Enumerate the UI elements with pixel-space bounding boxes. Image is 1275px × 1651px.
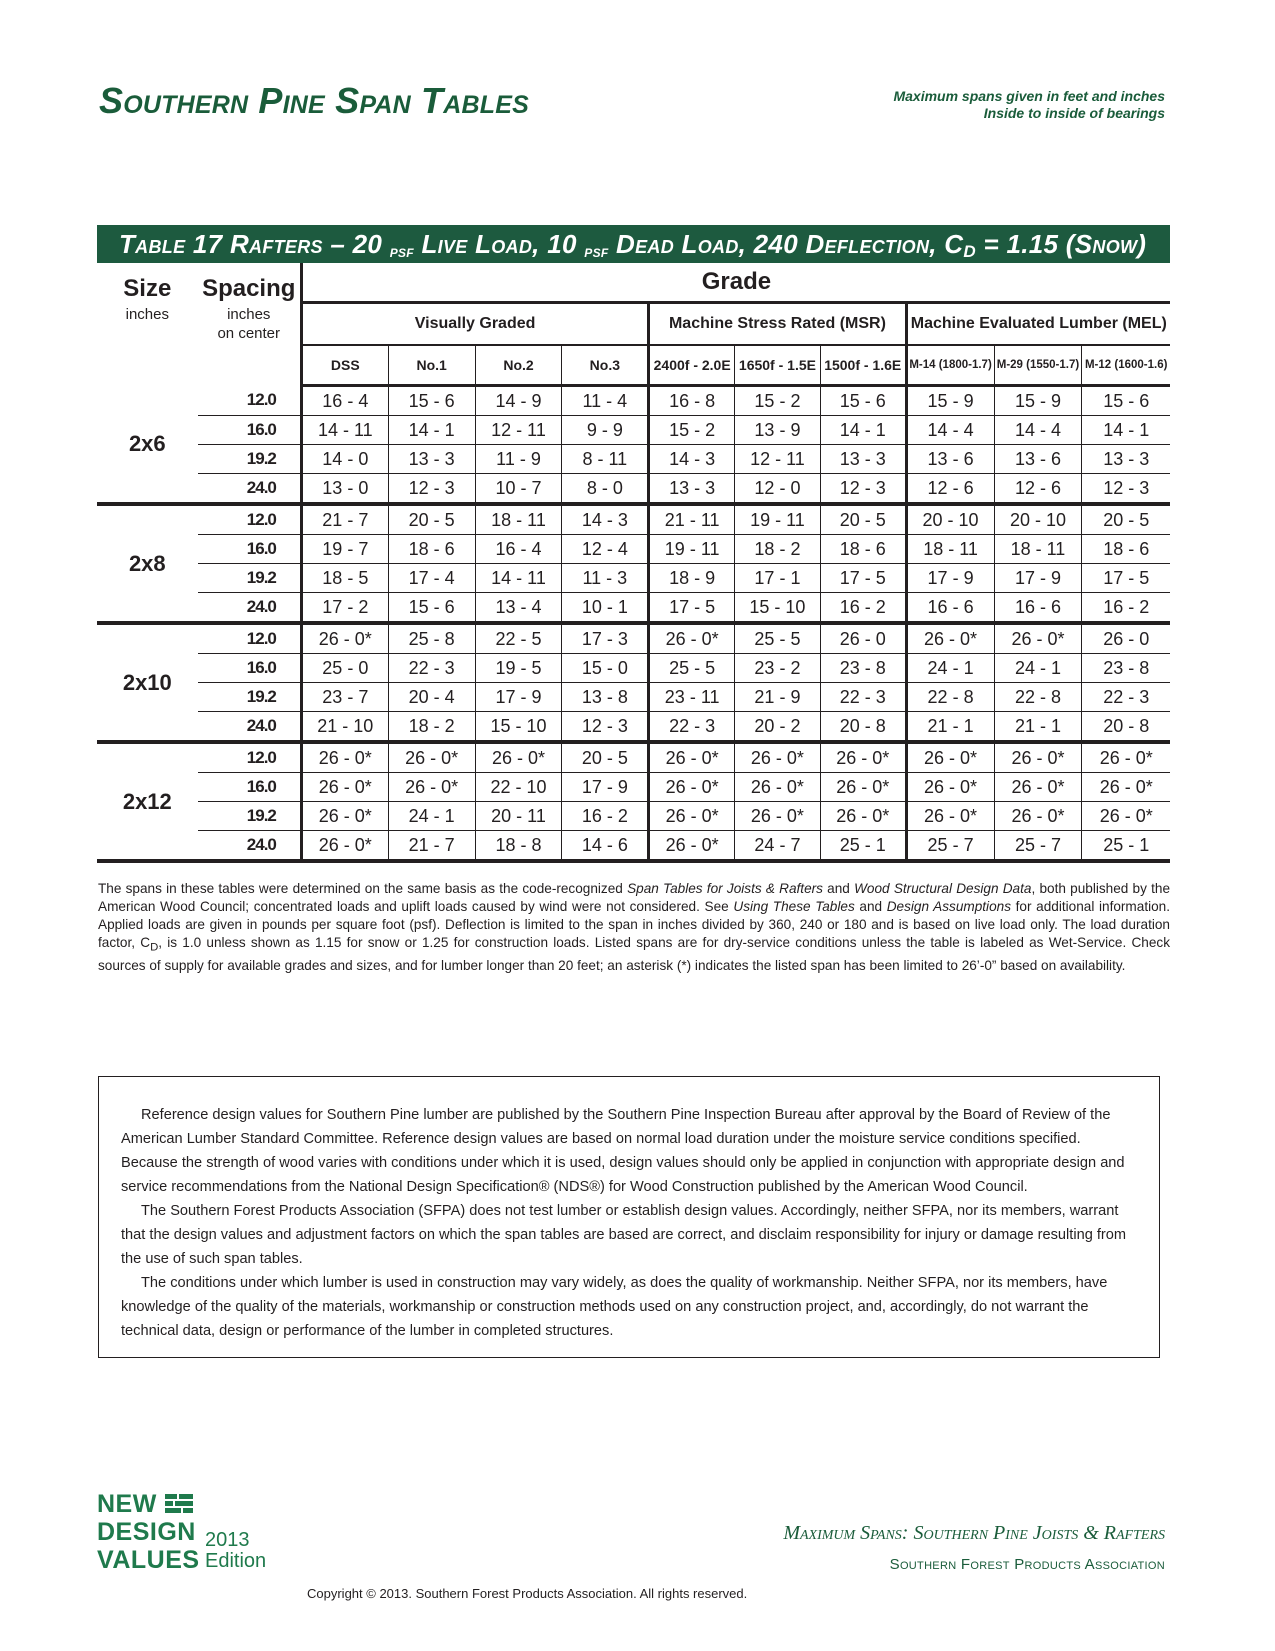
span-value: 18 - 6 (820, 535, 906, 564)
spacing-unit-line1: inches (227, 305, 271, 323)
span-value: 13 - 3 (820, 445, 906, 474)
span-value: 26 - 0* (994, 802, 1082, 831)
span-value: 17 - 9 (475, 683, 562, 712)
span-value: 10 - 1 (562, 593, 649, 624)
span-value: 17 - 9 (562, 773, 649, 802)
spacing-label: 19.2 (198, 802, 302, 831)
span-value: 14 - 11 (301, 416, 388, 445)
span-value: 26 - 0* (649, 802, 735, 831)
logo-year-number: 2013 (205, 1529, 250, 1551)
span-value: 26 - 0* (735, 773, 821, 802)
span-value: 26 - 0* (820, 773, 906, 802)
grade-col-m29: M-29 (1550-1.7) (994, 345, 1082, 386)
span-value: 13 - 8 (562, 683, 649, 712)
disclaimer-box (98, 1076, 1160, 1358)
table-row (97, 742, 1170, 773)
span-value: 25 - 5 (649, 654, 735, 683)
span-value: 10 - 7 (475, 474, 562, 505)
grade-col-no2: No.2 (475, 345, 562, 386)
spacing-label: 16.0 (198, 773, 302, 802)
spacing-label: 24.0 (198, 593, 302, 624)
span-value: 18 - 6 (1082, 535, 1170, 564)
span-value: 21 - 1 (994, 712, 1082, 743)
span-value: 12 - 4 (562, 535, 649, 564)
group-mel: Machine Evaluated Lumber (MEL) (906, 303, 1170, 346)
table-row (97, 683, 1170, 712)
span-value: 26 - 0* (301, 742, 388, 773)
span-value: 22 - 3 (820, 683, 906, 712)
span-value: 20 - 10 (994, 504, 1082, 535)
span-value: 26 - 0* (301, 773, 388, 802)
table-row (97, 416, 1170, 445)
table-row (97, 386, 1170, 416)
grade-col-no1: No.1 (388, 345, 475, 386)
grade-header: Grade (301, 263, 1170, 303)
span-value: 18 - 8 (475, 831, 562, 862)
span-value: 25 - 0 (301, 654, 388, 683)
span-value: 26 - 0* (906, 742, 994, 773)
span-value: 18 - 2 (735, 535, 821, 564)
grade-col-2400f: 2400f - 2.0E (649, 345, 735, 386)
span-value: 12 - 6 (994, 474, 1082, 505)
logo-line-values: VALUES (97, 1546, 200, 1574)
notes-text-3: , both published by the American Wood Council; concentrated loads and uplift loads caused by wind were not considered. See (98, 881, 1171, 914)
span-value: 21 - 10 (301, 712, 388, 743)
span-value: 26 - 0 (1082, 623, 1170, 654)
size-label: 2x6 (97, 386, 198, 505)
span-value: 26 - 0* (388, 742, 475, 773)
span-value: 17 - 1 (735, 564, 821, 593)
disclaimer-para-1: Reference design values for Southern Pine lumber are published by the Southern Pine Inspection Bureau after approval by the Board of Review of the American Lumber Standard Committee. Reference design values are based on normal load duration under the moisture service conditions specified. Because the strength of wood varies with conditions under which it is used, design values should only be applied in conjunction with appropriate design and service recommendations from the National Design Specification® (NDS®) for Wood Construction published by the American Wood Council. (121, 1107, 1125, 1195)
table-row (97, 504, 1170, 535)
logo-line-design: DESIGN (97, 1518, 196, 1546)
span-value: 14 - 9 (475, 386, 562, 416)
span-value: 20 - 2 (735, 712, 821, 743)
table-title (97, 225, 1170, 263)
span-value: 8 - 11 (562, 445, 649, 474)
span-value: 26 - 0* (649, 742, 735, 773)
span-value: 15 - 9 (994, 386, 1082, 416)
span-value: 17 - 5 (1082, 564, 1170, 593)
span-value: 14 - 4 (994, 416, 1082, 445)
spacing-label: 24.0 (198, 831, 302, 862)
span-value: 11 - 3 (562, 564, 649, 593)
span-value: 24 - 1 (388, 802, 475, 831)
spacing-label: 16.0 (198, 654, 302, 683)
span-value: 22 - 3 (1082, 683, 1170, 712)
span-value: 12 - 3 (388, 474, 475, 505)
table-row (97, 535, 1170, 564)
size-label: 2x10 (97, 623, 198, 742)
span-value: 15 - 10 (735, 593, 821, 624)
span-value: 15 - 6 (388, 386, 475, 416)
table-row (97, 564, 1170, 593)
span-value: 12 - 6 (906, 474, 994, 505)
span-value: 11 - 9 (475, 445, 562, 474)
span-value: 13 - 9 (735, 416, 821, 445)
span-value: 26 - 0* (475, 742, 562, 773)
span-value: 16 - 2 (820, 593, 906, 624)
span-value: 23 - 7 (301, 683, 388, 712)
spacing-label: 19.2 (198, 683, 302, 712)
span-value: 16 - 8 (649, 386, 735, 416)
spacing-label: 12.0 (198, 386, 302, 416)
span-value: 20 - 5 (562, 742, 649, 773)
span-value: 21 - 9 (735, 683, 821, 712)
span-value: 16 - 4 (475, 535, 562, 564)
span-value: 18 - 11 (475, 504, 562, 535)
span-value: 26 - 0* (649, 831, 735, 862)
span-value: 12 - 3 (820, 474, 906, 505)
grade-col-1650f: 1650f - 1.5E (735, 345, 821, 386)
notes-italic-4: Design Assumptions (886, 899, 1011, 914)
span-value: 25 - 1 (820, 831, 906, 862)
notes-text-2: and (822, 881, 855, 896)
span-value: 12 - 3 (1082, 474, 1170, 505)
span-value: 26 - 0* (301, 831, 388, 862)
span-value: 13 - 4 (475, 593, 562, 624)
size-label: 2x8 (97, 504, 198, 623)
span-value: 22 - 5 (475, 623, 562, 654)
span-value: 26 - 0* (994, 623, 1082, 654)
page-title: Southern Pine Span Tables (99, 80, 529, 121)
span-value: 18 - 9 (649, 564, 735, 593)
span-value: 13 - 3 (1082, 445, 1170, 474)
span-value: 18 - 6 (388, 535, 475, 564)
span-value: 15 - 2 (735, 386, 821, 416)
disclaimer-para-3: The conditions under which lumber is used in construction may vary widely, as does the quality of workmanship. Neither SFPA, nor its members, have knowledge of the quality of the materials, workmanship or construction methods used on any construction project, and, accordingly, do not warrant the technical data, design or performance of the lumber in completed structures. (121, 1275, 1108, 1339)
table-title-mid2: Dead Load, 240 Deflection, C (608, 229, 964, 259)
span-value: 8 - 0 (562, 474, 649, 505)
disclaimer-para-2: The Southern Forest Products Association (SFPA) does not test lumber or establish design values. Accordingly, neither SFPA, nor its members, warrant that the design values and adjustment factors on which the span tables are based are correct, and disclaim responsibility for injury or damage resulting from the use of such span tables. (121, 1203, 1127, 1267)
table-title-mid1: Live Load, 10 (413, 229, 585, 259)
span-value: 24 - 1 (994, 654, 1082, 683)
table-row (97, 445, 1170, 474)
logo-edition: Edition (205, 1550, 267, 1572)
table-row (97, 802, 1170, 831)
table-row (97, 773, 1170, 802)
span-value: 12 - 0 (735, 474, 821, 505)
span-value: 17 - 3 (562, 623, 649, 654)
span-value: 26 - 0* (649, 623, 735, 654)
span-value: 20 - 4 (388, 683, 475, 712)
span-value: 15 - 9 (906, 386, 994, 416)
span-value: 23 - 8 (820, 654, 906, 683)
header-note-line2: Inside to inside of bearings (983, 105, 1165, 121)
notes-italic-2: Wood Structural Design Data (854, 881, 1032, 896)
span-value: 16 - 2 (562, 802, 649, 831)
spacing-unit (198, 303, 302, 386)
span-value: 23 - 11 (649, 683, 735, 712)
notes-paragraph (98, 880, 1170, 975)
span-value: 24 - 1 (906, 654, 994, 683)
span-value: 26 - 0* (1082, 742, 1170, 773)
table-row (97, 593, 1170, 624)
span-value: 15 - 6 (820, 386, 906, 416)
table-row (97, 654, 1170, 683)
span-value: 16 - 6 (906, 593, 994, 624)
header-note-line1: Maximum spans given in feet and inches (893, 88, 1165, 104)
span-value: 26 - 0* (388, 773, 475, 802)
span-value: 25 - 7 (906, 831, 994, 862)
table-title-sub: D (963, 242, 976, 261)
span-value: 26 - 0* (301, 802, 388, 831)
span-value: 20 - 5 (388, 504, 475, 535)
span-value: 22 - 10 (475, 773, 562, 802)
spacing-label: 24.0 (198, 474, 302, 505)
table-title-psf2: psf (584, 242, 609, 261)
span-value: 26 - 0* (906, 623, 994, 654)
span-value: 17 - 4 (388, 564, 475, 593)
span-value: 13 - 6 (994, 445, 1082, 474)
span-value: 16 - 4 (301, 386, 388, 416)
table-title-psf1: psf (389, 242, 414, 261)
spacing-label: 16.0 (198, 416, 302, 445)
header-note (893, 88, 1165, 122)
span-value: 21 - 7 (388, 831, 475, 862)
span-value: 18 - 11 (994, 535, 1082, 564)
span-value: 22 - 3 (649, 712, 735, 743)
span-value: 26 - 0* (820, 802, 906, 831)
grade-col-dss: DSS (301, 345, 388, 386)
span-value: 14 - 6 (562, 831, 649, 862)
span-value: 26 - 0* (994, 742, 1082, 773)
span-value: 25 - 1 (1082, 831, 1170, 862)
span-table-container (97, 225, 1170, 863)
span-value: 12 - 3 (562, 712, 649, 743)
span-value: 25 - 8 (388, 623, 475, 654)
span-value: 20 - 5 (820, 504, 906, 535)
span-value: 15 - 2 (649, 416, 735, 445)
span-value: 12 - 11 (735, 445, 821, 474)
span-value: 26 - 0* (906, 773, 994, 802)
spacing-label: 24.0 (198, 712, 302, 743)
span-value: 16 - 6 (994, 593, 1082, 624)
group-visually-graded: Visually Graded (301, 303, 648, 346)
span-value: 13 - 3 (649, 474, 735, 505)
span-table-body (97, 386, 1170, 862)
notes-text-1: The spans in these tables were determined on the same basis as the code-recognized (98, 881, 628, 896)
span-value: 14 - 1 (388, 416, 475, 445)
span-value: 11 - 4 (562, 386, 649, 416)
notes-italic-1: Span Tables for Joists & Rafters (627, 881, 823, 896)
footer-title: Maximum Spans: Southern Pine Joists & Rafters (783, 1522, 1165, 1544)
span-value: 15 - 6 (1082, 386, 1170, 416)
span-value: 13 - 6 (906, 445, 994, 474)
grade-col-m12: M-12 (1600-1.6) (1082, 345, 1170, 386)
span-value: 9 - 9 (562, 416, 649, 445)
span-value: 17 - 9 (994, 564, 1082, 593)
size-header: Size (123, 274, 172, 302)
span-value: 26 - 0* (906, 802, 994, 831)
grade-col-no3: No.3 (562, 345, 649, 386)
span-value: 15 - 6 (388, 593, 475, 624)
notes-text-4: and (854, 899, 887, 914)
span-value: 18 - 11 (906, 535, 994, 564)
spacing-header: Spacing (202, 274, 296, 302)
span-value: 24 - 7 (735, 831, 821, 862)
span-value: 26 - 0* (735, 802, 821, 831)
spacing-label: 19.2 (198, 445, 302, 474)
span-value: 20 - 8 (820, 712, 906, 743)
span-value: 26 - 0* (301, 623, 388, 654)
span-value: 15 - 10 (475, 712, 562, 743)
footer-org: Southern Forest Products Association (889, 1556, 1165, 1573)
table-title-end: = 1.15 (Snow) (975, 229, 1147, 259)
span-value: 13 - 0 (301, 474, 388, 505)
span-value: 17 - 5 (820, 564, 906, 593)
new-design-values-logo (97, 1490, 277, 1582)
span-value: 20 - 8 (1082, 712, 1170, 743)
span-value: 21 - 1 (906, 712, 994, 743)
table-row (97, 831, 1170, 862)
span-value: 14 - 3 (562, 504, 649, 535)
copyright: Copyright © 2013. Southern Forest Products Association. All rights reserved. (307, 1586, 748, 1601)
span-value: 26 - 0* (994, 773, 1082, 802)
table-row (97, 712, 1170, 743)
span-value: 23 - 8 (1082, 654, 1170, 683)
span-value: 14 - 1 (820, 416, 906, 445)
table-title-prefix: Table 17 Rafters – 20 (119, 229, 390, 259)
span-value: 18 - 5 (301, 564, 388, 593)
span-value: 14 - 3 (649, 445, 735, 474)
span-value: 17 - 9 (906, 564, 994, 593)
logo-bars-icon (165, 1494, 195, 1514)
span-value: 25 - 7 (994, 831, 1082, 862)
spacing-label: 12.0 (198, 504, 302, 535)
notes-italic-3: Using These Tables (733, 899, 855, 914)
span-value: 17 - 5 (649, 593, 735, 624)
logo-line-new: NEW (97, 1490, 157, 1518)
span-value: 14 - 11 (475, 564, 562, 593)
span-value: 18 - 2 (388, 712, 475, 743)
span-value: 22 - 3 (388, 654, 475, 683)
spacing-label: 12.0 (198, 742, 302, 773)
spacing-label: 19.2 (198, 564, 302, 593)
table-row (97, 623, 1170, 654)
grade-col-m14: M-14 (1800-1.7) (906, 345, 994, 386)
span-value: 20 - 11 (475, 802, 562, 831)
span-value: 26 - 0* (649, 773, 735, 802)
span-value: 21 - 11 (649, 504, 735, 535)
span-value: 20 - 10 (906, 504, 994, 535)
span-value: 19 - 5 (475, 654, 562, 683)
logo-year (205, 1530, 266, 1572)
span-value: 22 - 8 (906, 683, 994, 712)
table-row (97, 474, 1170, 505)
size-label: 2x12 (97, 742, 198, 861)
span-value: 14 - 0 (301, 445, 388, 474)
span-value: 25 - 5 (735, 623, 821, 654)
span-value: 26 - 0* (820, 742, 906, 773)
grade-col-1500f: 1500f - 1.6E (820, 345, 906, 386)
span-value: 19 - 11 (735, 504, 821, 535)
size-unit: inches (125, 305, 169, 323)
group-msr: Machine Stress Rated (MSR) (649, 303, 906, 346)
span-value: 26 - 0* (735, 742, 821, 773)
notes-sub: D (150, 941, 159, 954)
span-value: 12 - 11 (475, 416, 562, 445)
span-value: 21 - 7 (301, 504, 388, 535)
span-value: 17 - 2 (301, 593, 388, 624)
span-value: 19 - 11 (649, 535, 735, 564)
span-value: 26 - 0* (1082, 773, 1170, 802)
spacing-unit-line2: on center (217, 324, 281, 342)
span-value: 16 - 2 (1082, 593, 1170, 624)
span-value: 19 - 7 (301, 535, 388, 564)
span-value: 26 - 0* (1082, 802, 1170, 831)
spacing-label: 16.0 (198, 535, 302, 564)
span-value: 26 - 0 (820, 623, 906, 654)
notes-text-6: , is 1.0 unless shown as 1.15 for snow or 1.25 for construction loads. Listed spans are for dry-service conditions unless the table is labeled as Wet-Service. Check sources of supply for available grades and sizes, and for lumber longer than 20 feet; an asterisk (*) indicates the listed span has been limited to 26’-0” based on availability. (98, 935, 1170, 973)
span-value: 15 - 0 (562, 654, 649, 683)
span-value: 14 - 1 (1082, 416, 1170, 445)
span-table (97, 263, 1170, 863)
span-value: 14 - 4 (906, 416, 994, 445)
span-value: 20 - 5 (1082, 504, 1170, 535)
notes-text-5: for additional information. Applied loads are given in pounds per square foot (psf). Deflection is limited to the span in inches divided by 360, 240 or 180 and is based on live load only. The load duration factor, C (98, 899, 1171, 950)
span-value: 23 - 2 (735, 654, 821, 683)
span-value: 13 - 3 (388, 445, 475, 474)
spacing-label: 12.0 (198, 623, 302, 654)
span-value: 22 - 8 (994, 683, 1082, 712)
